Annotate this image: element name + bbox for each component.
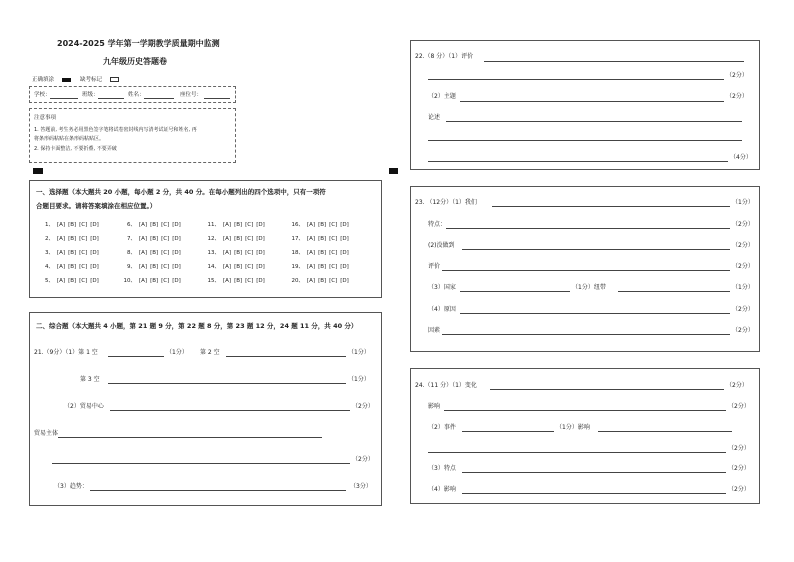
mc-option-bubble[interactable]: [A] bbox=[223, 250, 232, 256]
mc-option-bubble[interactable]: [C] bbox=[329, 236, 338, 242]
mc-option-bubble[interactable]: [C] bbox=[79, 278, 88, 284]
mc-option-bubble[interactable]: [C] bbox=[245, 250, 254, 256]
mc-option-bubble[interactable]: [D] bbox=[172, 222, 181, 228]
mc-option-bubble[interactable]: [C] bbox=[161, 222, 170, 228]
mc-question bbox=[40, 235, 99, 243]
mc-option-bubble[interactable]: [B] bbox=[68, 250, 77, 256]
q22-blank-2[interactable] bbox=[460, 101, 724, 102]
mc-option-bubble[interactable]: [B] bbox=[318, 236, 327, 242]
mc-question bbox=[40, 249, 99, 257]
q24-influence-label: 影响 bbox=[428, 403, 441, 410]
q24-blank-3a[interactable] bbox=[462, 431, 554, 432]
q21-trade-center-label: （2）贸易中心 bbox=[64, 403, 104, 410]
mc-option-bubble[interactable]: [B] bbox=[68, 236, 77, 242]
mc-option-bubble[interactable]: [D] bbox=[340, 278, 349, 284]
mc-option-bubble[interactable]: [D] bbox=[172, 278, 181, 284]
q21-blank-1[interactable] bbox=[108, 356, 164, 357]
q21-blank-2[interactable] bbox=[226, 356, 346, 357]
q21-blank-4[interactable] bbox=[110, 410, 350, 411]
mc-option-bubble[interactable]: [B] bbox=[234, 222, 243, 228]
mc-question-number: 4、 bbox=[45, 264, 54, 270]
mc-question bbox=[290, 235, 349, 243]
q22-label: 22.（8 分）（1）评价 bbox=[415, 53, 474, 60]
mc-question bbox=[290, 277, 349, 285]
mc-option-bubble[interactable]: [A] bbox=[307, 264, 316, 270]
mc-option-bubble[interactable]: [B] bbox=[318, 222, 327, 228]
mc-row bbox=[40, 221, 370, 229]
class-field[interactable] bbox=[98, 98, 124, 99]
mc-option-bubble[interactable]: [B] bbox=[150, 236, 159, 242]
q23-impact-label: (2)没做到 bbox=[428, 242, 455, 249]
q21-label: 21.（9分）（1）第 1 空 bbox=[34, 349, 98, 356]
mc-option-bubble[interactable]: [C] bbox=[329, 278, 338, 284]
seat-label: 座位号： bbox=[180, 92, 203, 98]
name-label: 姓名： bbox=[128, 92, 145, 98]
missing-mark-label: 缺考标记 bbox=[80, 77, 103, 83]
notes-line-3: 2. 保持卡面整洁, 不要折叠, 不要弄破 bbox=[34, 146, 117, 152]
q21-second-label: 第 2 空 bbox=[200, 349, 220, 356]
mc-question bbox=[122, 263, 181, 271]
mc-option-bubble[interactable]: [B] bbox=[68, 278, 77, 284]
q23-points-4: （2分） bbox=[732, 263, 754, 270]
mc-option-bubble[interactable]: [A] bbox=[139, 278, 148, 284]
mc-question bbox=[122, 235, 181, 243]
mc-option-bubble[interactable]: [D] bbox=[256, 236, 265, 242]
exam-subtitle: 九年级历史答题卷 bbox=[103, 57, 167, 66]
mc-option-bubble[interactable]: [B] bbox=[234, 236, 243, 242]
school-field[interactable] bbox=[50, 98, 78, 99]
mc-option-bubble[interactable]: [D] bbox=[90, 278, 99, 284]
q23-evaluation-label: 评价 bbox=[428, 263, 441, 270]
q21-points-6: （3分） bbox=[350, 483, 372, 490]
mc-option-bubble[interactable]: [A] bbox=[307, 222, 316, 228]
mc-option-bubble[interactable]: [D] bbox=[256, 264, 265, 270]
q21-blank-3[interactable] bbox=[108, 383, 346, 384]
mc-option-bubble[interactable]: [A] bbox=[57, 250, 66, 256]
mc-option-bubble[interactable]: [A] bbox=[139, 250, 148, 256]
q23-points-2: （2分） bbox=[732, 221, 754, 228]
q22-blank-1a[interactable] bbox=[484, 61, 744, 62]
mc-option-bubble[interactable]: [C] bbox=[161, 236, 170, 242]
mc-question bbox=[40, 263, 99, 271]
mc-option-bubble[interactable]: [B] bbox=[150, 222, 159, 228]
mc-question bbox=[40, 221, 99, 229]
mc-option-bubble[interactable]: [A] bbox=[307, 278, 316, 284]
q23-points-5b: （1分） bbox=[732, 284, 754, 291]
school-label: 学校： bbox=[34, 92, 51, 98]
mc-question-number: 20、 bbox=[291, 278, 304, 284]
notes-line-2: 将条形码粘贴在条形码粘贴区。 bbox=[34, 136, 105, 142]
mc-question bbox=[206, 235, 265, 243]
mc-option-bubble[interactable]: [C] bbox=[161, 250, 170, 256]
class-label: 班级： bbox=[82, 92, 99, 98]
mc-question bbox=[122, 277, 181, 285]
mc-option-bubble[interactable]: [B] bbox=[68, 222, 77, 228]
mc-question-number: 9、 bbox=[127, 264, 136, 270]
q21-points-3: （1分） bbox=[348, 376, 370, 383]
mc-question bbox=[290, 263, 349, 271]
mc-option-bubble[interactable]: [D] bbox=[256, 278, 265, 284]
mc-question-number: 6、 bbox=[127, 222, 136, 228]
mc-row bbox=[40, 235, 370, 243]
mc-option-bubble[interactable]: [A] bbox=[139, 236, 148, 242]
mc-option-bubble[interactable]: [C] bbox=[79, 250, 88, 256]
mc-option-bubble[interactable]: [D] bbox=[340, 222, 349, 228]
mc-option-bubble[interactable]: [B] bbox=[318, 264, 327, 270]
alignment-mark-center bbox=[389, 168, 398, 174]
mc-question-number: 1、 bbox=[45, 222, 54, 228]
q24-feature-label: （3）特点 bbox=[428, 465, 456, 472]
q24-points-4: （2分） bbox=[728, 465, 750, 472]
mc-question-number: 3、 bbox=[45, 250, 54, 256]
notes-line-1: 1. 答题前, 考生务必用黑色签字笔将试卷密封线内写清考试证号和姓名, 再 bbox=[34, 127, 197, 133]
mc-option-bubble[interactable]: [C] bbox=[161, 278, 170, 284]
q23-country-label: （3）国家 bbox=[428, 284, 456, 291]
q22-blank-3c[interactable] bbox=[428, 161, 728, 162]
mc-question-number: 15、 bbox=[207, 278, 220, 284]
section2-heading: 二、综合题（本大题共 4 小题，第 21 题 9 分，第 22 题 8 分，第 23 题 12 分，24 题 11 分，共 40 分） bbox=[36, 322, 358, 330]
q24-blank-4[interactable] bbox=[462, 472, 726, 473]
q23-reason-label: （4）原因 bbox=[428, 306, 456, 313]
q24-blank-2[interactable] bbox=[444, 410, 726, 411]
q21-blank-6[interactable] bbox=[90, 490, 346, 491]
mc-option-bubble[interactable]: [A] bbox=[139, 222, 148, 228]
mc-question-number: 2、 bbox=[45, 236, 54, 242]
mc-option-bubble[interactable]: [B] bbox=[318, 278, 327, 284]
mc-option-bubble[interactable]: [B] bbox=[68, 264, 77, 270]
mc-option-bubble[interactable]: [C] bbox=[245, 236, 254, 242]
mc-option-bubble[interactable]: [A] bbox=[307, 250, 316, 256]
section1-heading-line1: 一、选择题（本大题共 20 小题，每小题 2 分，共 40 分。在每小题列出的四个选项中，只有一项符 bbox=[36, 188, 326, 196]
q24-blank-3b[interactable] bbox=[598, 431, 732, 432]
q22-blank-3a[interactable] bbox=[446, 121, 742, 122]
mc-question bbox=[206, 249, 265, 257]
mc-option-bubble[interactable]: [A] bbox=[223, 264, 232, 270]
q24-points-5: （2分） bbox=[728, 486, 750, 493]
mc-option-bubble[interactable]: [A] bbox=[57, 264, 66, 270]
mc-option-bubble[interactable]: [D] bbox=[172, 264, 181, 270]
q22-points-1: （2分） bbox=[726, 72, 748, 79]
mc-option-bubble[interactable]: [C] bbox=[245, 278, 254, 284]
mc-question-number: 18、 bbox=[291, 250, 304, 256]
q23-blank-6[interactable] bbox=[460, 313, 730, 314]
mc-grid bbox=[40, 221, 370, 291]
missing-mark-box[interactable] bbox=[110, 77, 119, 82]
q23-blank-3[interactable] bbox=[462, 249, 730, 250]
seat-field[interactable] bbox=[204, 98, 230, 99]
mc-question-number: 13、 bbox=[207, 250, 220, 256]
mc-question-number: 5、 bbox=[45, 278, 54, 284]
mc-option-bubble[interactable]: [A] bbox=[223, 222, 232, 228]
mc-question-number: 7、 bbox=[127, 236, 136, 242]
mc-option-bubble[interactable]: [D] bbox=[340, 250, 349, 256]
mc-question bbox=[40, 277, 99, 285]
q21-points-2: （1分） bbox=[348, 349, 370, 356]
exam-title: 2024-2025 学年第一学期教学质量期中监测 bbox=[57, 39, 220, 48]
q21-trend-label: （3）趋势： bbox=[54, 483, 88, 490]
mc-option-bubble[interactable]: [D] bbox=[172, 250, 181, 256]
mc-option-bubble[interactable]: [D] bbox=[256, 250, 265, 256]
q23-points-3: （2分） bbox=[732, 242, 754, 249]
q23-blank-5b[interactable] bbox=[618, 291, 730, 292]
mc-option-bubble[interactable]: [C] bbox=[79, 222, 88, 228]
mc-option-bubble[interactable]: [A] bbox=[57, 278, 66, 284]
q22-points-2: （2分） bbox=[726, 93, 748, 100]
q23-blank-4[interactable] bbox=[442, 270, 730, 271]
mc-option-bubble[interactable]: [A] bbox=[57, 222, 66, 228]
mc-option-bubble[interactable]: [C] bbox=[329, 250, 338, 256]
mc-question bbox=[206, 221, 265, 229]
mc-option-bubble[interactable]: [C] bbox=[245, 264, 254, 270]
q23-points-1: （1分） bbox=[732, 199, 754, 206]
mc-option-bubble[interactable]: [D] bbox=[340, 264, 349, 270]
q22-points-3: （4分） bbox=[730, 154, 752, 161]
mc-option-bubble[interactable]: [A] bbox=[223, 236, 232, 242]
name-field[interactable] bbox=[144, 98, 174, 99]
mc-option-bubble[interactable]: [C] bbox=[161, 264, 170, 270]
q21-blank-5a[interactable] bbox=[58, 437, 322, 438]
q24-blank-3c[interactable] bbox=[428, 452, 726, 453]
q22-theme-label: （2）主题 bbox=[428, 93, 456, 100]
q21-third-label: 第 3 空 bbox=[80, 376, 100, 383]
mc-option-bubble[interactable]: [A] bbox=[57, 236, 66, 242]
mc-question bbox=[122, 249, 181, 257]
mc-question bbox=[206, 263, 265, 271]
q23-blank-2[interactable] bbox=[446, 228, 730, 229]
mc-question bbox=[290, 221, 349, 229]
mc-option-bubble[interactable]: [B] bbox=[234, 278, 243, 284]
q24-blank-1[interactable] bbox=[490, 389, 724, 390]
q23-blank-7[interactable] bbox=[442, 334, 730, 335]
mc-row bbox=[40, 249, 370, 257]
mc-option-bubble[interactable]: [C] bbox=[245, 222, 254, 228]
mc-question-number: 19、 bbox=[291, 264, 304, 270]
q21-points-5: （2分） bbox=[352, 456, 374, 463]
q24-blank-5[interactable] bbox=[462, 493, 726, 494]
q21-blank-5b[interactable] bbox=[52, 463, 350, 464]
section1-heading-line2: 合题目要求。请将答案填涂在相应位置。） bbox=[36, 202, 157, 210]
q21-trade-subject-label: 贸易主体 bbox=[34, 430, 59, 437]
mc-option-bubble[interactable]: [C] bbox=[79, 264, 88, 270]
mc-row bbox=[40, 277, 370, 285]
mc-option-bubble[interactable]: [C] bbox=[329, 222, 338, 228]
mc-option-bubble[interactable]: [C] bbox=[79, 236, 88, 242]
mc-option-bubble[interactable]: [B] bbox=[150, 278, 159, 284]
q22-argument-label: 论述 bbox=[428, 114, 441, 121]
mc-option-bubble[interactable]: [D] bbox=[90, 250, 99, 256]
mc-option-bubble[interactable]: [A] bbox=[223, 278, 232, 284]
notes-title: 注意事项 bbox=[34, 115, 57, 121]
q24-event-label: （2）事件 bbox=[428, 424, 456, 431]
q24-points-3b: （2分） bbox=[728, 445, 750, 452]
q23-box bbox=[410, 186, 760, 352]
alignment-mark-left bbox=[33, 168, 43, 174]
q23-blank-1[interactable] bbox=[492, 206, 730, 207]
mc-question bbox=[290, 249, 349, 257]
q21-points-1: （1分） bbox=[166, 349, 188, 356]
mc-option-bubble[interactable]: [A] bbox=[307, 236, 316, 242]
q24-points-1: （2分） bbox=[726, 382, 748, 389]
mc-question-number: 12、 bbox=[207, 236, 220, 242]
mc-question bbox=[122, 221, 181, 229]
mc-question-number: 17、 bbox=[291, 236, 304, 242]
mc-option-bubble[interactable]: [B] bbox=[150, 264, 159, 270]
q23-points-7: （2分） bbox=[732, 327, 754, 334]
correct-fill-label: 正确填涂 bbox=[32, 77, 55, 83]
q23-points-5a: （1分）纽带 bbox=[572, 284, 606, 291]
correct-fill-sample bbox=[62, 78, 71, 82]
q22-blank-3b[interactable] bbox=[428, 140, 742, 141]
q23-blank-5a[interactable] bbox=[460, 291, 570, 292]
mc-option-bubble[interactable]: [D] bbox=[90, 236, 99, 242]
q23-points-6: （2分） bbox=[732, 306, 754, 313]
q24-influence2-label: （4）影响 bbox=[428, 486, 456, 493]
mc-option-bubble[interactable]: [B] bbox=[318, 250, 327, 256]
q23-label: 23. （12分）（1）我们 bbox=[415, 199, 477, 206]
mc-question-number: 14、 bbox=[207, 264, 220, 270]
q23-features-label: 特点： bbox=[428, 221, 447, 228]
q24-points-3a: （1分）影响 bbox=[556, 424, 590, 431]
mc-option-bubble[interactable]: [D] bbox=[172, 236, 181, 242]
q23-factors-label: 因素 bbox=[428, 327, 441, 334]
mc-option-bubble[interactable]: [D] bbox=[90, 264, 99, 270]
mc-question-number: 10、 bbox=[123, 278, 136, 284]
mc-question-number: 16、 bbox=[291, 222, 304, 228]
mc-question-number: 11、 bbox=[207, 222, 220, 228]
mc-option-bubble[interactable]: [B] bbox=[150, 250, 159, 256]
q24-label: 24.（11 分）（1）变化 bbox=[415, 382, 477, 389]
mc-row bbox=[40, 263, 370, 271]
mc-option-bubble[interactable]: [B] bbox=[234, 264, 243, 270]
mc-option-bubble[interactable]: [D] bbox=[90, 222, 99, 228]
q24-points-2: （2分） bbox=[728, 403, 750, 410]
mc-option-bubble[interactable]: [D] bbox=[340, 236, 349, 242]
mc-option-bubble[interactable]: [B] bbox=[234, 250, 243, 256]
mc-option-bubble[interactable]: [C] bbox=[329, 264, 338, 270]
mc-question bbox=[206, 277, 265, 285]
q21-points-4: （2分） bbox=[352, 403, 374, 410]
mc-question-number: 8、 bbox=[127, 250, 136, 256]
mc-option-bubble[interactable]: [D] bbox=[256, 222, 265, 228]
mc-option-bubble[interactable]: [A] bbox=[139, 264, 148, 270]
q22-blank-1b[interactable] bbox=[428, 79, 724, 80]
